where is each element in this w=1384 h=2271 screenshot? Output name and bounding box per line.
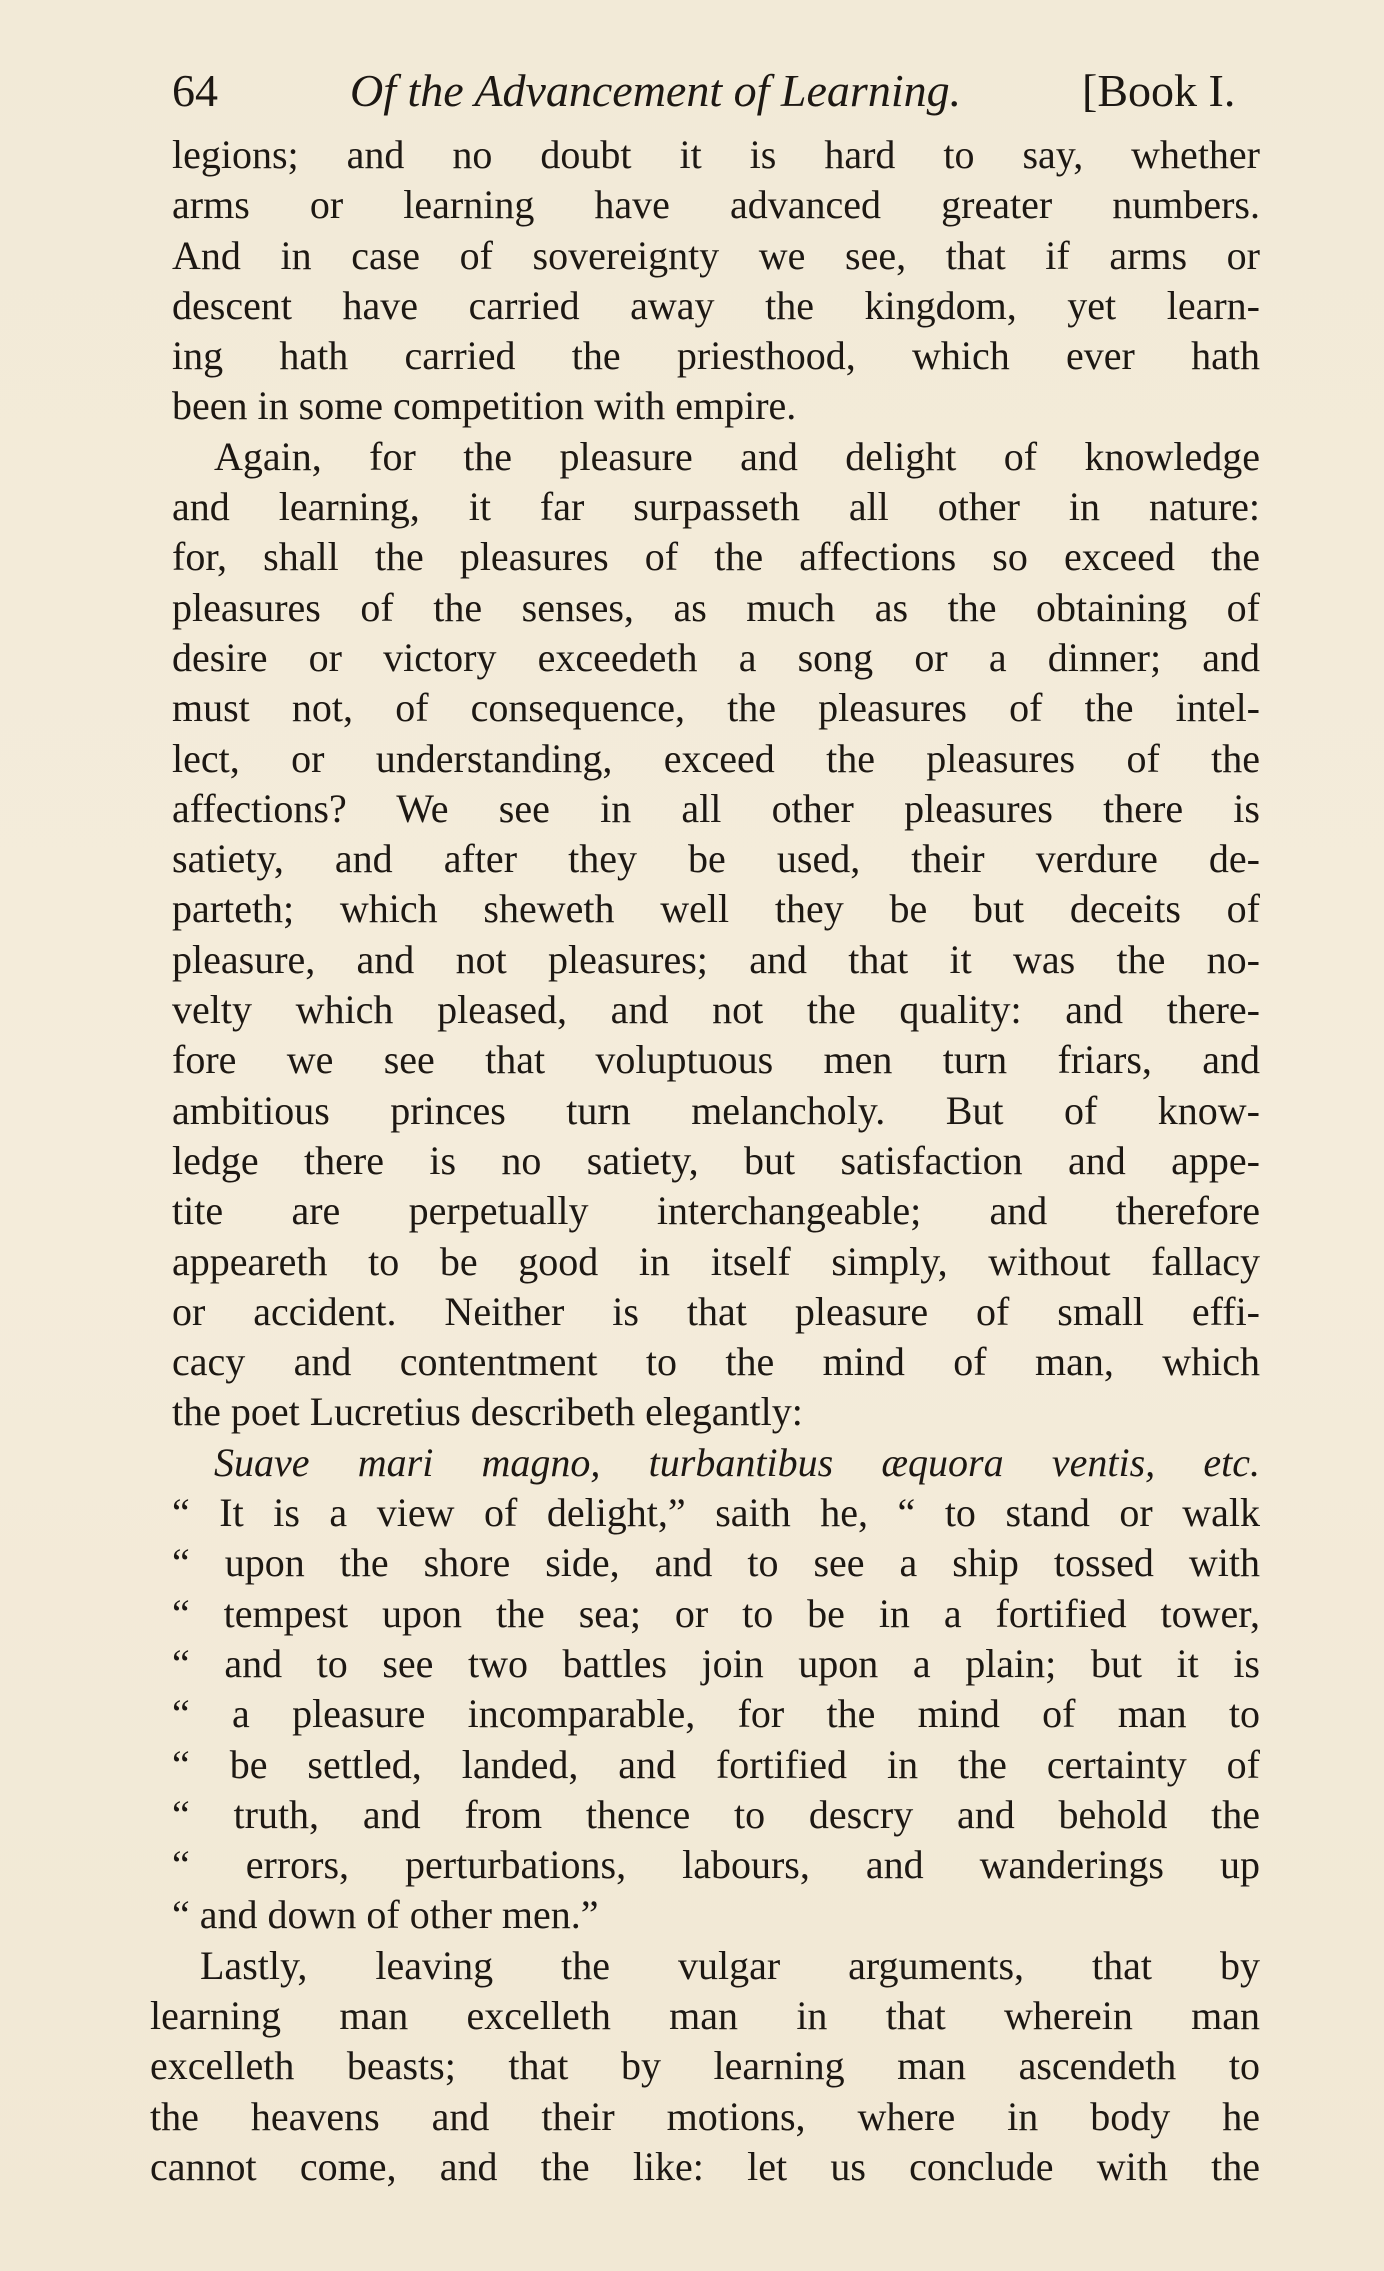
text-line: the poet Lucretius describeth elegantly: [172, 1389, 803, 1435]
text-line: and learning, it far surpasseth all other in nature: [172, 484, 1260, 530]
running-header [150, 60, 1260, 130]
quoted-line: “ It is a view of delight,” saith he, “ to stand or walk [172, 1490, 1260, 1536]
paragraph-start-line: Lastly, leaving the vulgar arguments, that by [200, 1942, 1260, 1988]
text-line: excelleth beasts; that by learning man ascendeth to [150, 2043, 1260, 2089]
text-line: affections? We see in all other pleasures there is [172, 785, 1260, 831]
text-line: or accident. Neither is that pleasure of small effi- [172, 1288, 1260, 1334]
quoted-line: “ upon the shore side, and to see a ship tossed with [172, 1540, 1260, 1586]
text-line: parteth; which sheweth well they be but deceits of [172, 886, 1260, 932]
text-line: lect, or understanding, exceed the pleasures of the [172, 735, 1260, 781]
page-number: 64 [172, 65, 218, 116]
quoted-line: “ errors, perturbations, labours, and wanderings up [172, 1842, 1260, 1888]
quoted-line: “ be settled, landed, and fortified in the certainty of [172, 1741, 1260, 1787]
text-line: the heavens and their motions, where in body he [150, 2093, 1260, 2139]
text-line: And in case of sovereignty we see, that if arms or [172, 232, 1260, 278]
paragraph-start-line: Again, for the pleasure and delight of knowledge [214, 433, 1260, 479]
text-line: legions; and no doubt it is hard to say, whether [172, 132, 1260, 177]
text-line: pleasures of the senses, as much as the obtaining of [172, 584, 1260, 630]
text-line: ledge there is no satiety, but satisfaction and appe- [172, 1137, 1260, 1183]
text-line: cannot come, and the like: let us conclude with the [150, 2143, 1260, 2189]
quoted-line: “ tempest upon the sea; or to be in a fortified tower, [172, 1590, 1260, 1636]
book-page [150, 60, 1260, 2192]
text-line: for, shall the pleasures of the affections so exceed the [172, 534, 1260, 580]
text-line: fore we see that voluptuous men turn friars, and [172, 1037, 1260, 1083]
text-line: tite are perpetually interchangeable; and therefore [172, 1188, 1260, 1234]
text-line: ambitious princes turn melancholy. But of know- [172, 1087, 1260, 1133]
text-line: been in some competition with empire. [172, 383, 797, 429]
text-line: desire or victory exceedeth a song or a dinner; and [172, 634, 1260, 680]
text-line: must not, of consequence, the pleasures of the intel- [172, 685, 1260, 731]
book-label: [Book I. [1082, 65, 1236, 116]
text-line: learning man excelleth man in that wherein man [150, 1992, 1260, 2038]
body-text [150, 130, 1260, 2192]
quoted-line: “ a pleasure incomparable, for the mind of man to [172, 1691, 1260, 1737]
running-title: Of the Advancement of Learning. [350, 65, 962, 116]
text-line: satiety, and after they be used, their verdure de- [172, 836, 1260, 882]
quoted-line: “ truth, and from thence to descry and behold the [172, 1791, 1260, 1837]
text-line: appeareth to be good in itself simply, without fallacy [172, 1238, 1260, 1284]
quoted-line: “ and down of other men.” [172, 1892, 599, 1938]
text-line: descent have carried away the kingdom, yet learn- [172, 282, 1260, 328]
text-line: ing hath carried the priesthood, which ever hath [172, 333, 1260, 379]
text-line: velty which pleased, and not the quality: and there- [172, 987, 1260, 1033]
quoted-line: “ and to see two battles join upon a plain; but it is [172, 1640, 1260, 1686]
text-line: cacy and contentment to the mind of man, which [172, 1339, 1260, 1385]
text-line: arms or learning have advanced greater numbers. [172, 182, 1260, 228]
text-line: pleasure, and not pleasures; and that it was the no- [172, 936, 1260, 982]
latin-quotation: Suave mari magno, turbantibus æquora ventis, etc. [214, 1439, 1260, 1485]
